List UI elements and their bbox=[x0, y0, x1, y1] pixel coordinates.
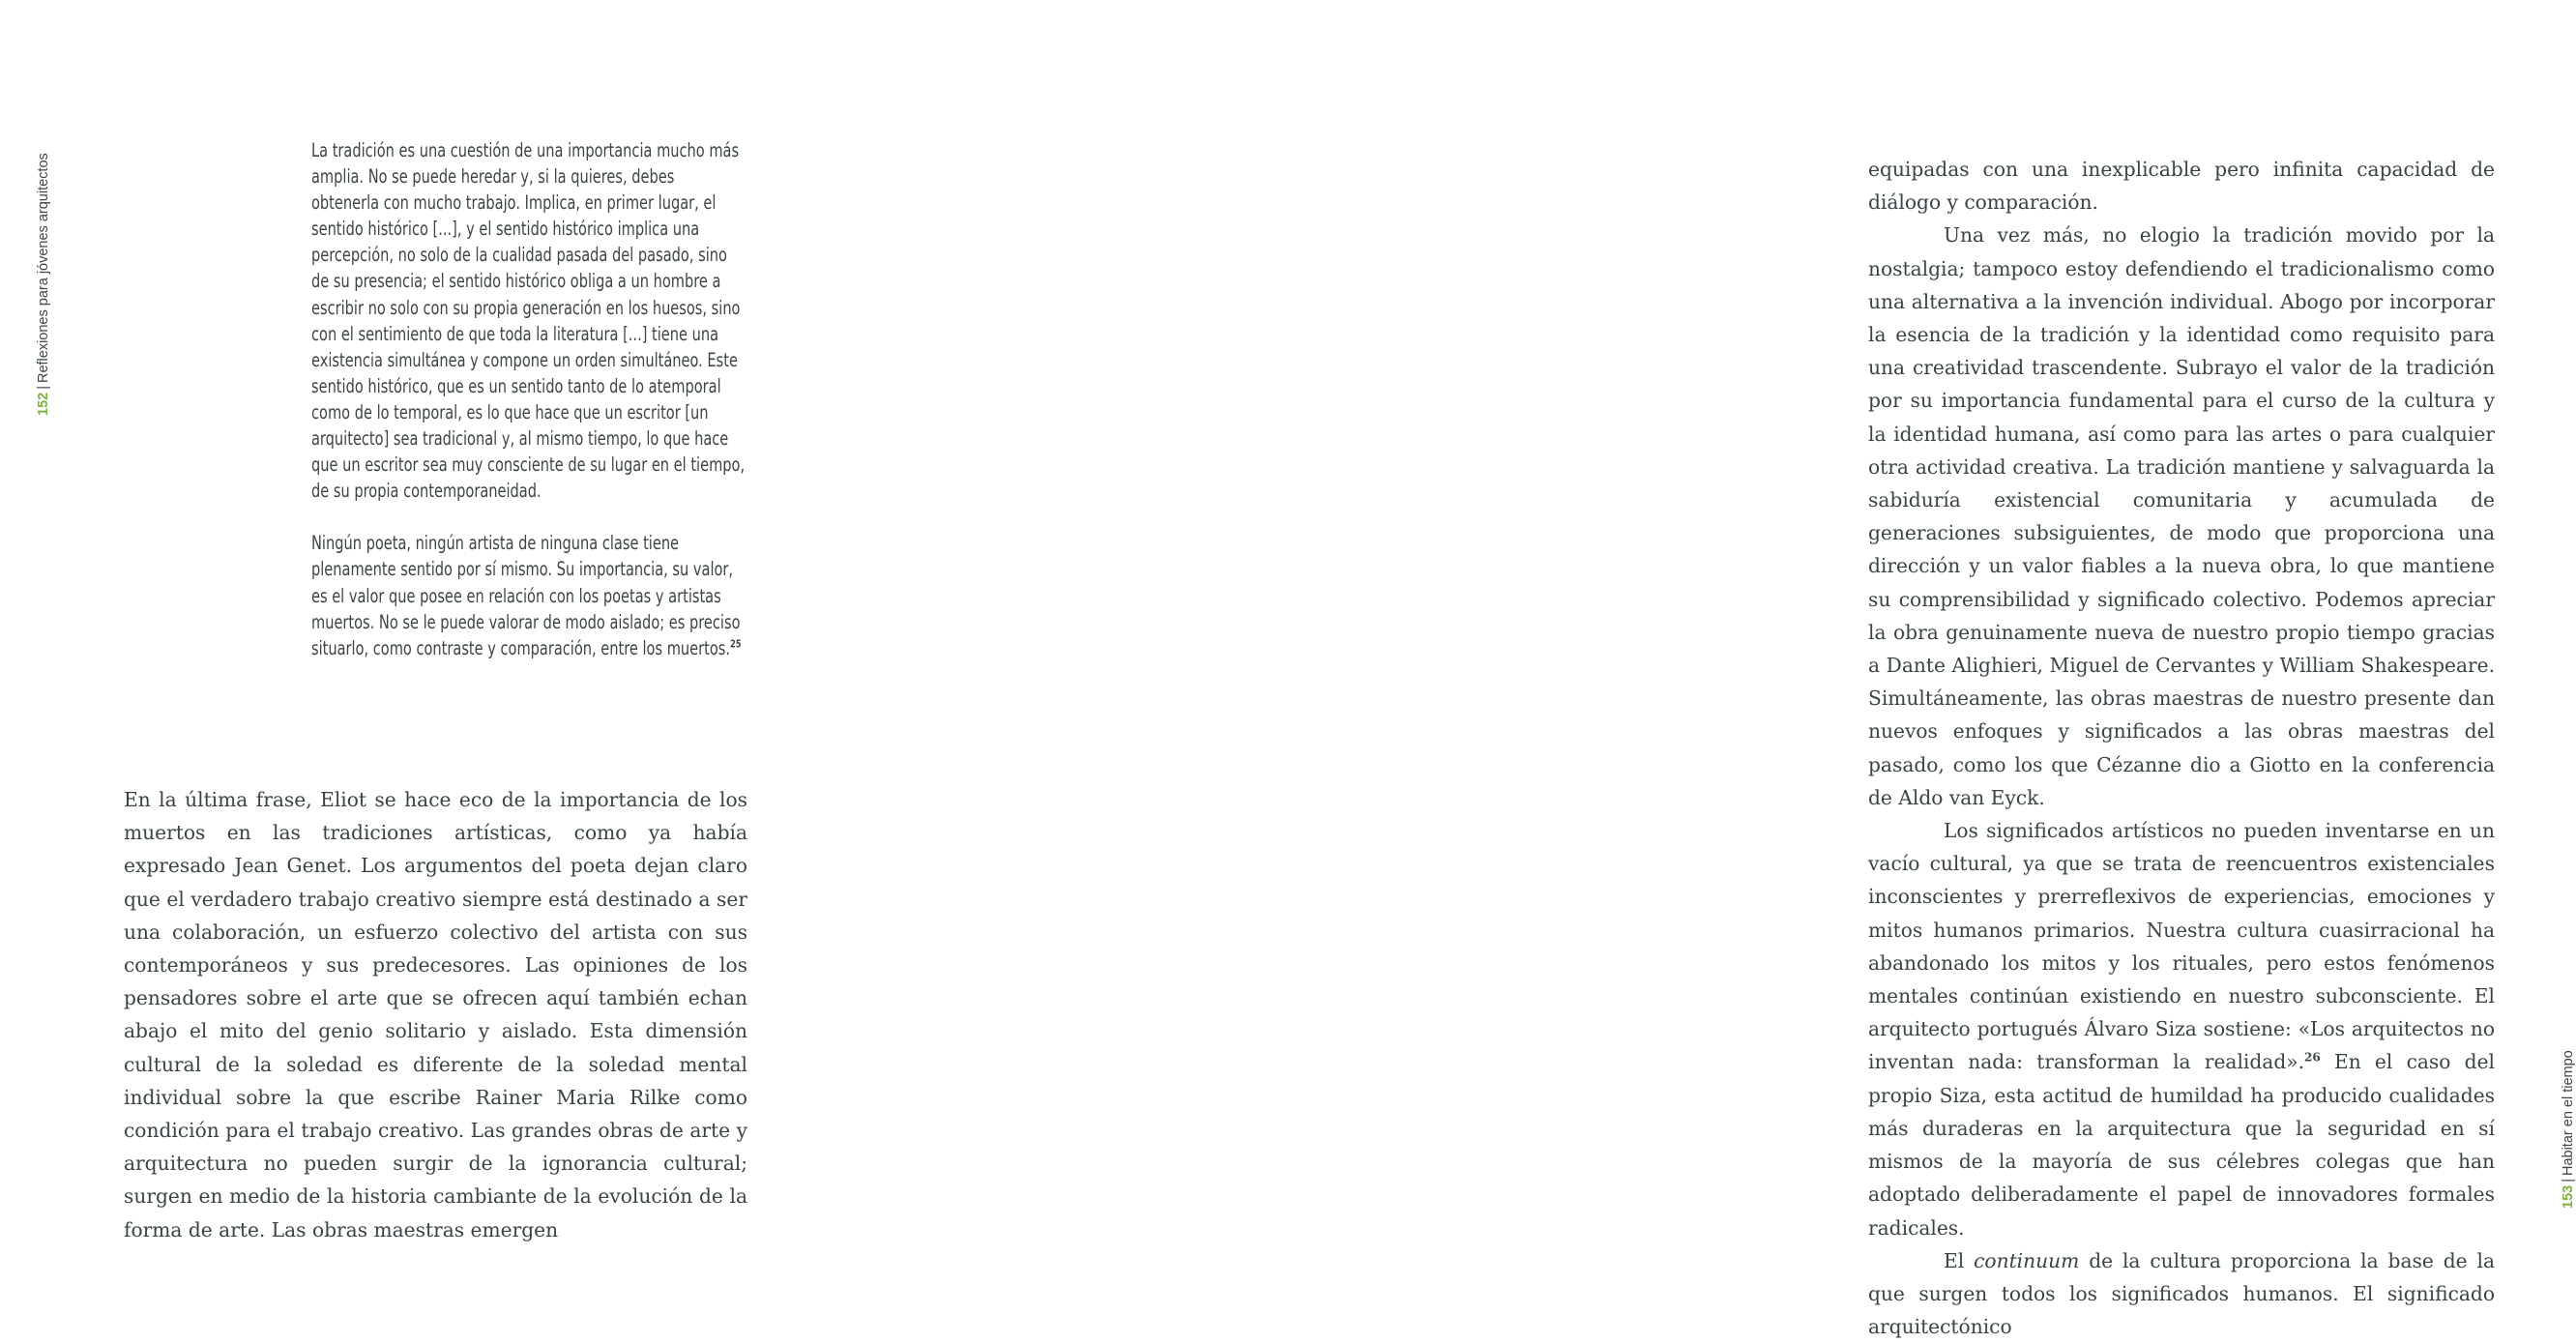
running-head-left bbox=[36, 153, 51, 416]
body-paragraph-4-italic: continuum bbox=[1974, 1248, 2080, 1272]
right-page bbox=[870, 0, 2576, 1339]
running-head-title-left: Reflexiones para jóvenes arquitectos bbox=[36, 153, 51, 384]
body-paragraph-left: En la última frase, Eliot se hace eco de la importancia de los muertos en las tradiciones artísticas, como ya había expresado Jean Genet. Los argumentos del poeta dejan claro que el verdadero trabajo creativo siempre está destinado a ser una colaboración, un esfuerzo colectivo del artista con sus contemporáneos y sus predecesores. Las opiniones de los pensadores sobre el arte que se ofrecen aquí también echan abajo el mito del genio solitario y aislado. Esta dimensión cultural de la soledad es diferente de la soledad mental individual sobre la que escribe Rainer Maria Rilke como condición para el trabajo creativo. Las grandes obras de arte y arquitectura no pueden surgir de la ignorancia cultural; surgen en medio de la historia cambiante de la evolución de la forma de arte. Las obras maestras emergen bbox=[124, 788, 747, 1241]
body-paragraph-1: equipadas con una inexplicable pero infinita capacidad de diálogo y comparación. bbox=[1868, 158, 2495, 215]
body-paragraph-2: Una vez más, no elogio la tradición movido por la nostalgia; tampoco estoy defendiendo el tradicionalismo como una alternativa a la invención individual. Abogo por incorporar la esencia de la tradición y la identidad como requisito para una creatividad trascendente. Subrayo el valor de la tradición por su importancia fundamental para el curso de la cultura y la identidad humana, así como para las artes o para cualquier otra actividad creativa. La tradición mantiene y salvaguarda la sabiduría existencial comunitaria y acumulada de generaciones subsiguientes, de modo que proporciona una dirección y un valor fiables a la nueva obra, lo que mantiene su comprensibilidad y significado colectivo. Podemos apreciar la obra genuinamente nueva de nuestro propio tiempo gracias a Dante Alighieri, Miguel de Cervantes y William Shakespeare. Simultáneamente, las obras maestras de nuestro presente dan nuevos enfoques y significados a las obras maestras del pasado, como los que Cézanne dio a Giotto en la conferencia de Aldo van Eyck. bbox=[1868, 223, 2495, 809]
body-paragraph-4-rest: de la cultura proporciona la base de la que surgen todos los significados humanos. El significado arquitectónico bbox=[1868, 1248, 2495, 1339]
running-head-separator: | bbox=[36, 386, 51, 390]
body-paragraph-3 bbox=[1868, 814, 2495, 1244]
body-paragraph-4-lead: El bbox=[1944, 1248, 1975, 1272]
left-page bbox=[0, 0, 870, 1337]
body-text-right bbox=[1868, 153, 2495, 1343]
running-head-separator: | bbox=[2561, 1179, 2576, 1182]
body-paragraph-3-text: Los significados artísticos no pueden inventarse en un vacío cultural, ya que se trata de reencuentros existenciales inconscientes y prerreflexivos de experiencias, emociones y mitos humanos primarios. Nuestra cultura cuasirracional ha abandonado los mitos y los rituales, pero estos fenómenos mentales continúan existiendo en nuestro subconsciente. El arquitecto portugués Álvaro Siza sostiene: «Los arquitectos no inventan nada: transforman la realidad». bbox=[1868, 819, 2495, 1074]
footnote-ref-25: 25 bbox=[729, 637, 742, 651]
quote-paragraph-1: La tradición es una cuestión de una importancia mucho más amplia. No se puede heredar y, si la quieres, debes obtenerla con mucho trabajo. Implica, en primer lugar, el sentido histórico [...], y el sentido histórico implica una percepción, no solo de la cualidad pasada del pasado, sino de su presencia; el sentido histórico obliga a un hombre a escribir no solo con su propia generación en los huesos, sino con el sentimiento de que toda la literatura [...] tiene una existencia simultánea y compone un orden simultáneo. Este sentido histórico, que es un sentido tanto de lo atemporal como de lo temporal, es lo que hace que un escritor [un arquitecto] sea tradicional y, al mismo tiempo, lo que hace que un escritor sea muy consciente de su lugar en el tiempo, de su propia contemporaneidad. bbox=[311, 139, 746, 503]
page-number-left: 152 bbox=[36, 392, 51, 416]
body-paragraph-3-continuation: En el caso del propio Siza, esta actitud de humildad ha producido cualidades más duraderas en la arquitectura que la seguridad en sí mismos de la mayoría de sus célebres colegas que han adoptado deliberadamente el papel de innovadores formales radicales. bbox=[1868, 1050, 2495, 1240]
body-paragraph-4 bbox=[1868, 1244, 2495, 1343]
running-head-title-right: Habitar en el tiempo bbox=[2561, 1050, 2576, 1177]
block-quote bbox=[311, 137, 745, 661]
quote-paragraph-2-text: Ningún poeta, ningún artista de ninguna clase tiene plenamente sentido por sí mismo. Su importancia, su valor, es el valor que posee en relación con los poetas y artistas muertos. No se le puede valorar de modo aislado; es preciso situarlo, como contraste y comparación, entre los muertos. bbox=[311, 532, 741, 659]
footnote-ref-26: 26 bbox=[2304, 1050, 2321, 1065]
page-number-right: 153 bbox=[2561, 1184, 2576, 1209]
running-head-right bbox=[2561, 1050, 2576, 1209]
body-text-left bbox=[124, 783, 747, 1246]
quote-paragraph-2 bbox=[311, 530, 745, 660]
